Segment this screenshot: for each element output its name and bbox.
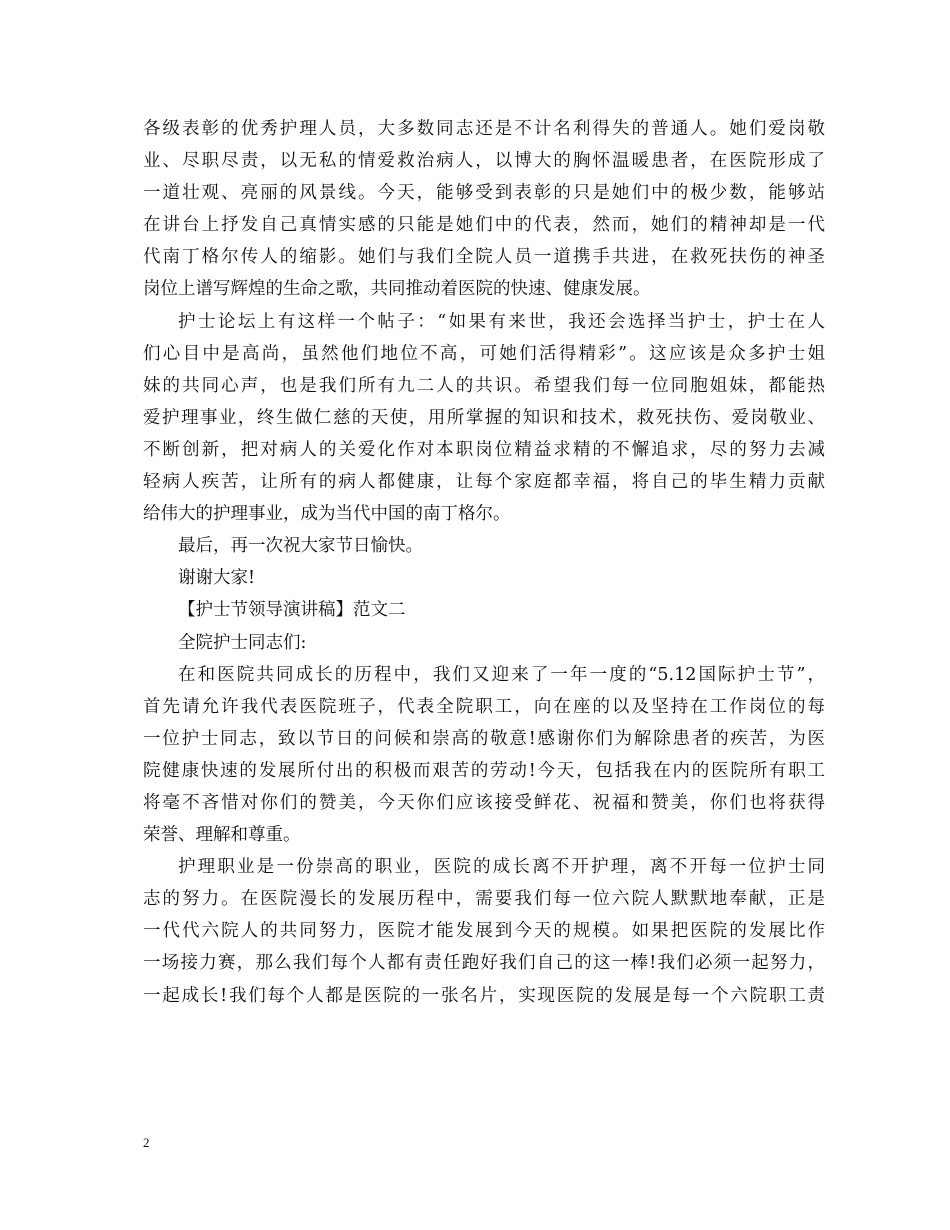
text-line: 妹的共同心声，也是我们所有九二人的共识。希望我们每一位同胞姐妹，都能热 xyxy=(143,375,825,396)
text-line: 们心目中是高尚，虽然他们地位不高，可她们活得精彩”。这应该是众多护士姐 xyxy=(143,343,825,364)
text-line: 业、尽职尽责，以无私的情爱救治病人，以博大的胸怀温暖患者，在医院形成了 xyxy=(143,151,825,172)
text-line: 各级表彰的优秀护理人员，大多数同志还是不计名利得失的普通人。她们爱岗敬 xyxy=(143,119,825,139)
text-line: 岗位上谱写辉煌的生命之歌，共同推动着医院的快速、健康发展。 xyxy=(143,279,651,300)
page-number: 2 xyxy=(143,1135,150,1150)
text-line: 代南丁格尔传人的缩影。她们与我们全院人员一道携手共进，在救死扶伤的神圣 xyxy=(143,247,825,268)
text-line: 谢谢大家! xyxy=(178,568,256,589)
text-line: 一代代六院人的共同努力，医院才能发展到今天的规模。如果把医院的发展比作 xyxy=(143,921,825,942)
text-line: 一道壮观、亮丽的风景线。今天，能够受到表彰的只是她们中的极少数，能够站 xyxy=(143,183,825,204)
salutation: 全院护士同志们: xyxy=(178,632,307,653)
text-line: 将毫不吝惜对你们的赞美，今天你们应该接受鲜花、祝福和赞美，你们也将获得 xyxy=(143,792,825,813)
text-line: 最后，再一次祝大家节日愉快。 xyxy=(178,536,423,557)
text-line: 一起成长!我们每个人都是医院的一张名片，实现医院的发展是每一个六院职工责 xyxy=(143,985,825,1006)
text-line: 爱护理事业，终生做仁慈的天使，用所掌握的知识和技术，救死扶伤、爱岗敬业、 xyxy=(143,407,825,428)
text-line: 首先请允许我代表医院班子，代表全院职工，向在座的以及坚持在工作岗位的每 xyxy=(143,696,825,717)
text-line: 一位护士同志，致以节日的问候和崇高的敬意!感谢你们为解除患者的疾苦，为医 xyxy=(143,728,825,749)
text-line: 一场接力赛，那么我们每个人都有责任跑好我们自己的这一棒!我们必须一起努力， xyxy=(143,953,825,974)
text-line: 护士论坛上有这样一个帖子：“如果有来世，我还会选择当护士，护士在人 xyxy=(178,311,825,332)
text-line: 给伟大的护理事业，成为当代中国的南丁格尔。 xyxy=(143,504,511,525)
text-line: 在讲台上抒发自己真情实感的只能是她们中的代表，然而，她们的精神却是一代 xyxy=(143,215,825,236)
text-line: 院健康快速的发展所付出的积极而艰苦的劳动!今天，包括我在内的医院所有职工 xyxy=(143,760,825,781)
section-heading: 【护士节领导演讲稿】范文二 xyxy=(178,600,406,621)
text-line: 荣誉、理解和尊重。 xyxy=(143,825,301,846)
text-line: 在和医院共同成长的历程中，我们又迎来了一年一度的“5.12国际护士节”， xyxy=(178,664,825,685)
text-line: 志的努力。在医院漫长的发展历程中，需要我们每一位六院人默默地奉献，正是 xyxy=(143,889,825,910)
text-line: 不断创新，把对病人的关爱化作对本职岗位精益求精的不懈追求，尽的努力去减 xyxy=(143,439,825,460)
text-line: 护理职业是一份崇高的职业，医院的成长离不开护理，离不开每一位护士同 xyxy=(178,857,825,878)
text-line: 轻病人疾苦，让所有的病人都健康，让每个家庭都幸福，将自己的毕生精力贡献 xyxy=(143,472,825,493)
body-text xyxy=(143,113,825,1012)
